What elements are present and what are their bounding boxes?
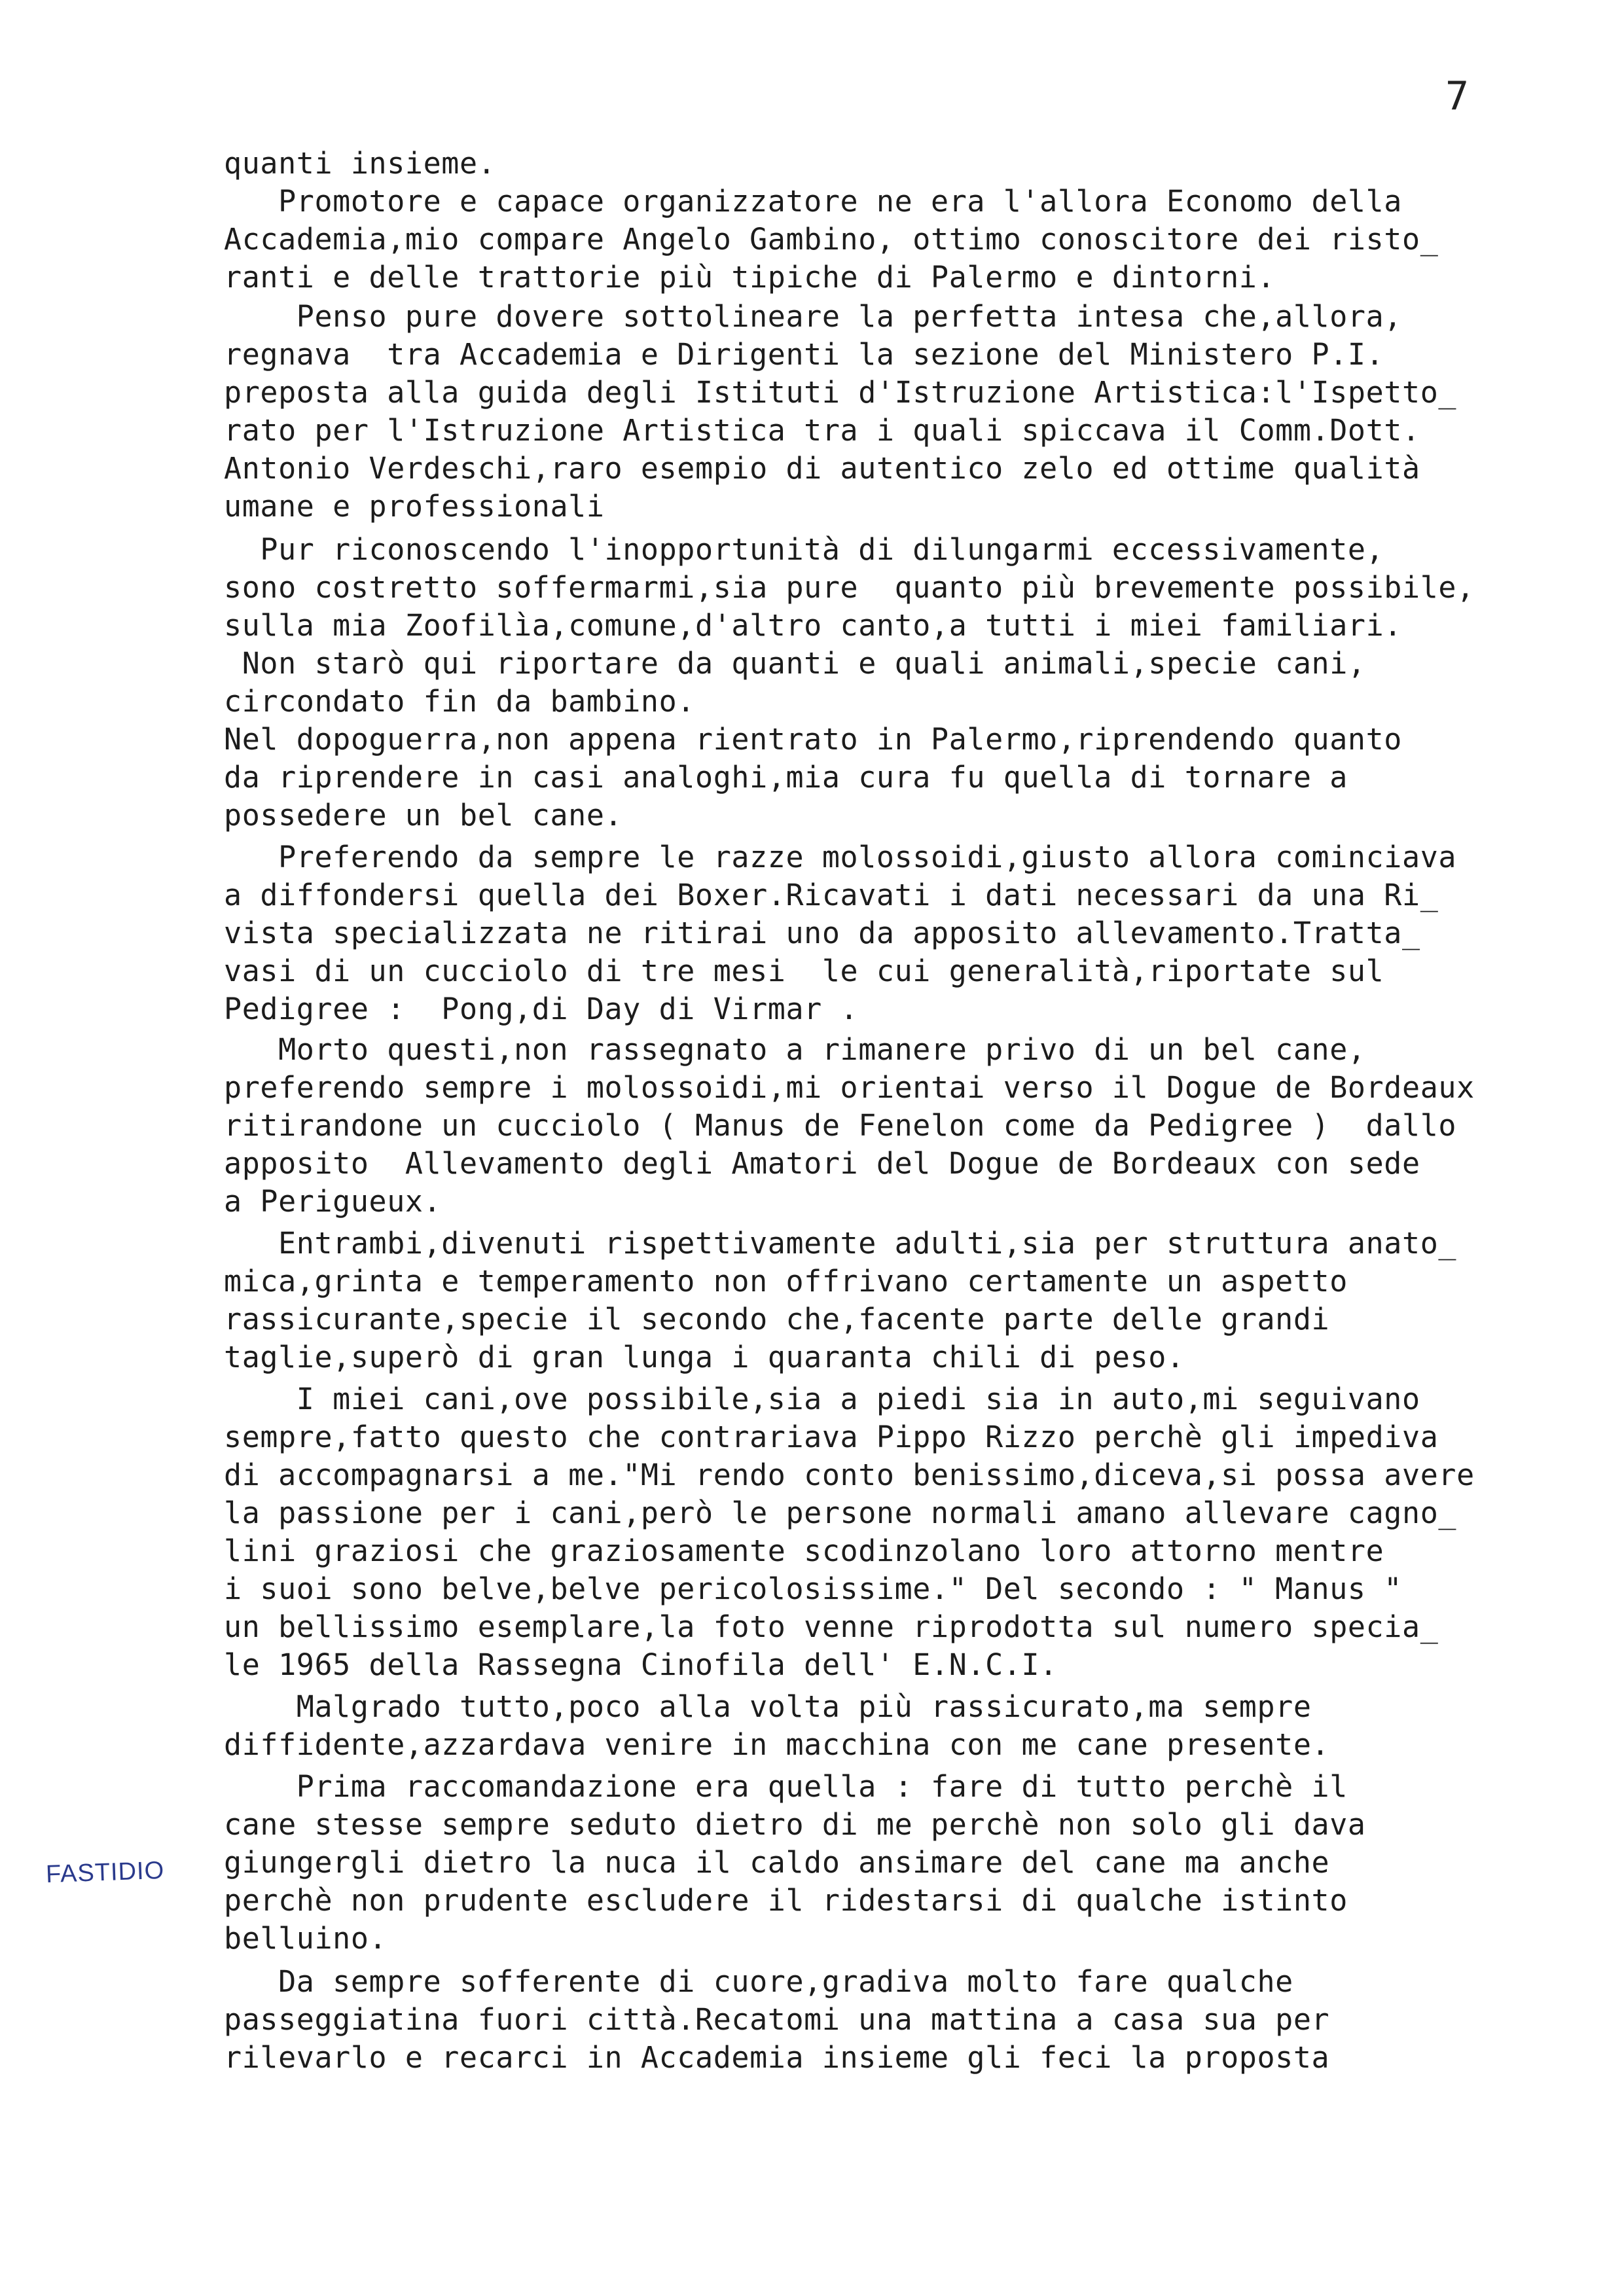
text-line: rato per l'Istruzione Artistica tra i quali spiccava il Comm.Dott. <box>224 413 1420 448</box>
text-line: perchè non prudente escludere il ridestarsi di qualche istinto <box>224 1883 1348 1918</box>
text-line: rassicurante,specie il secondo che,facente parte delle grandi <box>224 1302 1330 1337</box>
text-line: le 1965 della Rassegna Cinofila dell' E.N.C.I. <box>224 1647 1058 1682</box>
text-line: Preferendo da sempre le razze molossoidi,giusto allora cominciava <box>224 840 1457 874</box>
text-line: Morto questi,non rassegnato a rimanere privo di un bel cane, <box>224 1032 1366 1067</box>
text-line: vista specializzata ne ritirai uno da apposito allevamento.Tratta_ <box>224 916 1420 950</box>
page-number: 7 <box>1445 73 1470 119</box>
text-line: umane e professionali <box>224 489 605 524</box>
text-line: Promotore e capace organizzatore ne era l'allora Economo della <box>224 184 1402 219</box>
text-line: I miei cani,ove possibile,sia a piedi sia in auto,mi seguivano <box>224 1382 1420 1416</box>
text-line: diffidente,azzardava venire in macchina con me cane presente. <box>224 1727 1330 1762</box>
text-line: Antonio Verdeschi,raro esempio di autentico zelo ed ottime qualità <box>224 451 1420 486</box>
text-line: cane stesse sempre seduto dietro di me perchè non solo gli dava <box>224 1807 1366 1842</box>
text-line: sulla mia Zoofilìa,comune,d'altro canto,a tutti i miei familiari. <box>224 608 1402 643</box>
text-line: rilevarlo e recarci in Accademia insieme gli feci la proposta <box>224 2040 1330 2075</box>
text-line: circondato fin da bambino. <box>224 684 695 719</box>
text-line: a Perigueux. <box>224 1184 442 1219</box>
text-line: ritirandone un cucciolo ( Manus de Fenelon come da Pedigree ) dallo <box>224 1108 1457 1143</box>
text-line: Non starò qui riportare da quanti e quali animali,specie cani, <box>224 646 1366 681</box>
text-line: quanti insieme. <box>224 146 496 181</box>
text-line: lini graziosi che graziosamente scodinzolano loro attorno mentre <box>224 1534 1384 1568</box>
text-line: taglie,superò di gran lunga i quaranta chili di peso. <box>224 1340 1185 1374</box>
text-line: Accademia,mio compare Angelo Gambino, ottimo conoscitore dei risto_ <box>224 222 1439 257</box>
text-line: sempre,fatto questo che contrariava Pippo Rizzo perchè gli impediva <box>224 1420 1439 1454</box>
text-line: Penso pure dovere sottolineare la perfetta intesa che,allora, <box>224 299 1402 334</box>
text-line: Da sempre sofferente di cuore,gradiva molto fare qualche <box>224 1964 1293 1999</box>
text-line: belluino. <box>224 1921 388 1956</box>
text-line: possedere un bel cane. <box>224 798 623 833</box>
text-line: Prima raccomandazione era quella : fare di tutto perchè il <box>224 1769 1348 1804</box>
text-line: la passione per i cani,però le persone normali amano allevare cagno_ <box>224 1496 1457 1530</box>
text-line: regnava tra Accademia e Dirigenti la sezione del Ministero P.I. <box>224 337 1384 372</box>
text-line: Malgrado tutto,poco alla volta più rassicurato,ma sempre <box>224 1689 1312 1724</box>
handwritten-margin-note: FASTIDIO <box>45 1856 165 1889</box>
text-line: Entrambi,divenuti rispettivamente adulti,sia per struttura anato_ <box>224 1226 1457 1261</box>
text-line: mica,grinta e temperamento non offrivano certamente un aspetto <box>224 1264 1348 1299</box>
text-line: da riprendere in casi analoghi,mia cura fu quella di tornare a <box>224 760 1348 795</box>
text-line: ranti e delle trattorie più tipiche di Palermo e dintorni. <box>224 260 1276 295</box>
text-line: Nel dopoguerra,non appena rientrato in Palermo,riprendendo quanto <box>224 722 1402 757</box>
text-line: passeggiatina fuori città.Recatomi una mattina a casa sua per <box>224 2002 1330 2037</box>
text-line: a diffondersi quella dei Boxer.Ricavati i dati necessari da una Ri_ <box>224 878 1439 912</box>
text-line: sono costretto soffermarmi,sia pure quanto più brevemente possibile, <box>224 570 1475 605</box>
text-line: i suoi sono belve,belve pericolosissime." Del secondo : " Manus " <box>224 1571 1402 1606</box>
text-line: apposito Allevamento degli Amatori del Dogue de Bordeaux con sede <box>224 1146 1420 1181</box>
text-line: un bellissimo esemplare,la foto venne riprodotta sul numero specia_ <box>224 1609 1439 1644</box>
text-line: vasi di un cucciolo di tre mesi le cui generalità,riportate sul <box>224 954 1384 988</box>
text-line: giungergli dietro la nuca il caldo ansimare del cane ma anche <box>224 1845 1330 1880</box>
text-line: di accompagnarsi a me."Mi rendo conto benissimo,diceva,si possa avere <box>224 1458 1475 1492</box>
text-line: Pedigree : Pong,di Day di Virmar . <box>224 992 859 1026</box>
text-line: preposta alla guida degli Istituti d'Istruzione Artistica:l'Ispetto_ <box>224 375 1457 410</box>
text-line: Pur riconoscendo l'inopportunità di dilungarmi eccessivamente, <box>224 532 1384 567</box>
text-line: preferendo sempre i molossoidi,mi orientai verso il Dogue de Bordeaux <box>224 1070 1475 1105</box>
